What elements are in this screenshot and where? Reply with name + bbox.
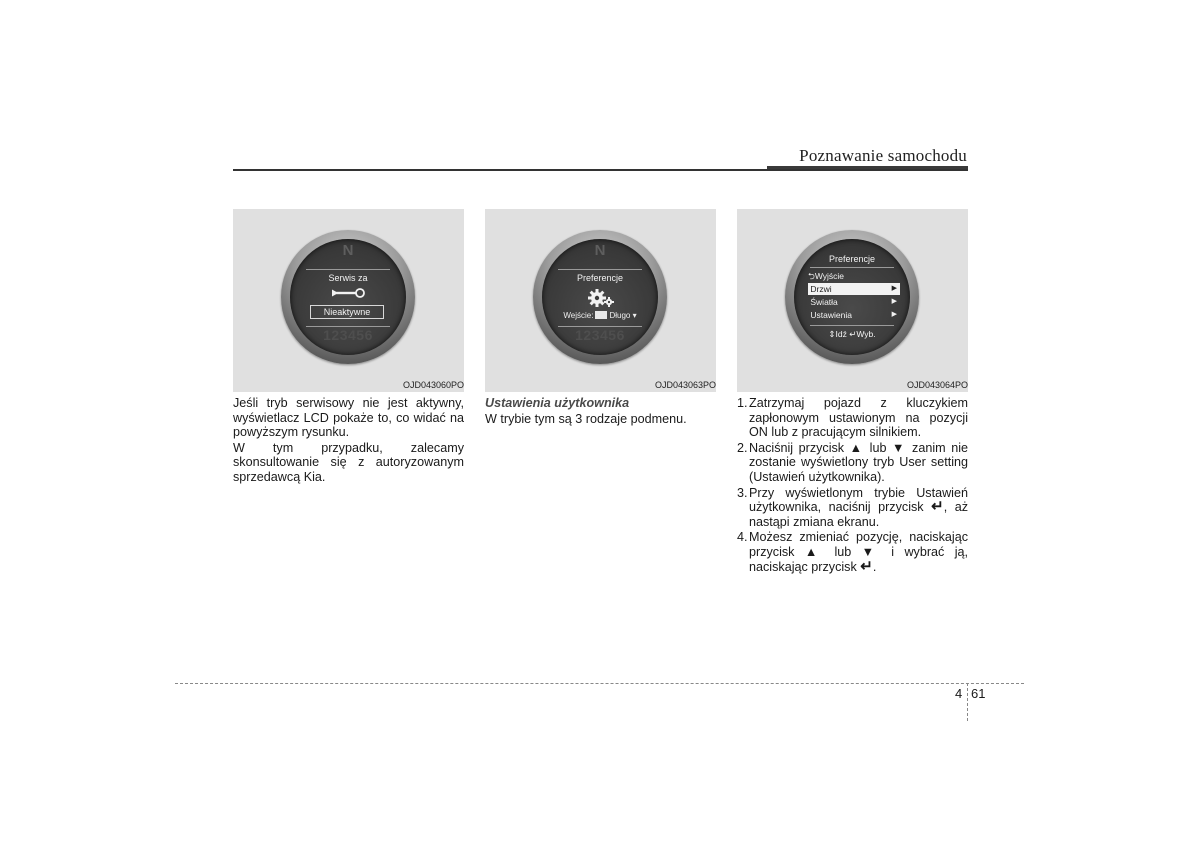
step-text: Możesz zmieniać pozycję, naciskając przycisk ▲ lub ▼ i wybrać ją, naciskając przycisk [749, 530, 968, 574]
key-icon [595, 311, 607, 319]
enter-icon: ↵ [860, 557, 873, 575]
figure-caption: OJD043060PO [402, 380, 464, 390]
submenu-arrow-icon: ▶ [891, 285, 897, 292]
updown-icon: ⇕ [828, 329, 836, 339]
list-item [737, 530, 968, 574]
enter-icon: ↵ [849, 329, 857, 339]
back-arrow-icon: ⮌ [808, 271, 815, 281]
menu-back-label: Wyjście [814, 271, 845, 281]
gear-indicator: N [594, 242, 606, 259]
display-divider [558, 269, 642, 270]
paragraph: Jeśli tryb serwisowy nie jest aktywny, wyświetlacz LCD pokaże to, co widać na powyższym rysunku. [233, 396, 464, 440]
menu-item-swiatla [808, 296, 900, 308]
figure-preferences-menu [737, 209, 968, 392]
figure-caption: OJD043063PO [654, 380, 716, 390]
lcd-title: Serwis za [328, 273, 368, 283]
section-heading: Ustawienia użytkownika [485, 396, 630, 410]
cluster-gauge [533, 230, 667, 364]
odometer: 123456 [575, 327, 625, 343]
menu-item-label: Drzwi [810, 284, 832, 294]
step-text: Przy wyświetlonym trybie Ustawień użytkownika, naciśnij przycisk [749, 485, 968, 515]
step-number: 2. [737, 440, 748, 455]
entry-value: Długo [609, 311, 631, 320]
column-2 [485, 209, 716, 426]
lcd-footer [794, 329, 910, 340]
lcd-title: Preferencje [576, 273, 624, 283]
enter-icon: ↵ [931, 498, 944, 516]
menu-item-label: Ustawienia [810, 310, 852, 320]
list-item [737, 486, 968, 530]
chapter-number: 4 [955, 686, 963, 701]
display-divider [810, 267, 894, 268]
entry-setting: Wejście: Długo ▾ [563, 311, 637, 320]
submenu-arrow-icon: ▶ [891, 311, 897, 318]
gear-icon [587, 287, 615, 309]
odometer: 123456 [323, 327, 373, 343]
status-box: Nieaktywne [310, 305, 384, 319]
cluster-gauge [281, 230, 415, 364]
menu-item-drzwi [808, 283, 900, 295]
footer-move: Idź [835, 329, 847, 339]
list-item [737, 441, 968, 485]
body-text [485, 396, 716, 426]
page-number: 61 [971, 686, 986, 701]
header-rule [233, 169, 968, 171]
cluster-gauge [785, 230, 919, 364]
step-number: 1. [737, 396, 748, 410]
lcd-display [542, 239, 658, 355]
submenu-arrow-icon: ▶ [891, 298, 897, 305]
gear-indicator: N [342, 242, 354, 259]
entry-label: Wejście: [563, 311, 594, 320]
step-text-end: . [872, 559, 877, 574]
steps-list [737, 396, 968, 574]
menu-back [808, 270, 900, 282]
lcd-display [794, 239, 910, 355]
figure-preferences [485, 209, 716, 392]
step-number: 4. [737, 530, 748, 545]
menu-item-ustawienia [808, 309, 900, 321]
footer-divider [967, 683, 968, 721]
menu-item-label: Światła [810, 297, 838, 307]
display-divider [306, 269, 390, 270]
footer-select: Wyb. [856, 329, 876, 339]
body-text [737, 396, 968, 574]
step-number: 3. [737, 485, 748, 500]
figure-caption: OJD043064PO [906, 380, 968, 390]
body-text [233, 396, 464, 485]
lcd-display [290, 239, 406, 355]
figure-service-inactive [233, 209, 464, 392]
footer-rule [175, 683, 1024, 684]
step-text: Naciśnij przycisk ▲ lub ▼ zanim nie zostanie wyświetlony tryb User setting (Ustawień użytkownika). [749, 440, 968, 484]
paragraph: W trybie tym są 3 rodzaje podmenu. [485, 411, 687, 426]
column-3 [737, 209, 968, 575]
wrench-icon [332, 288, 366, 298]
step-text-end: , aż nastąpi zmiana ekranu. [749, 500, 968, 529]
step-text: Zatrzymaj pojazd z kluczykiem zapłonowym ustawionym na pozycji ON lub z pracującym silnikiem. [749, 396, 968, 440]
column-1 [233, 209, 464, 485]
paragraph: W tym przypadku, zalecamy skonsultowanie się z autoryzowanym sprzedawcą Kia. [233, 440, 464, 484]
lcd-title: Preferencje [828, 254, 876, 264]
list-item [737, 396, 968, 440]
display-divider [810, 325, 894, 326]
running-header-title: Poznawanie samochodu [799, 146, 967, 165]
